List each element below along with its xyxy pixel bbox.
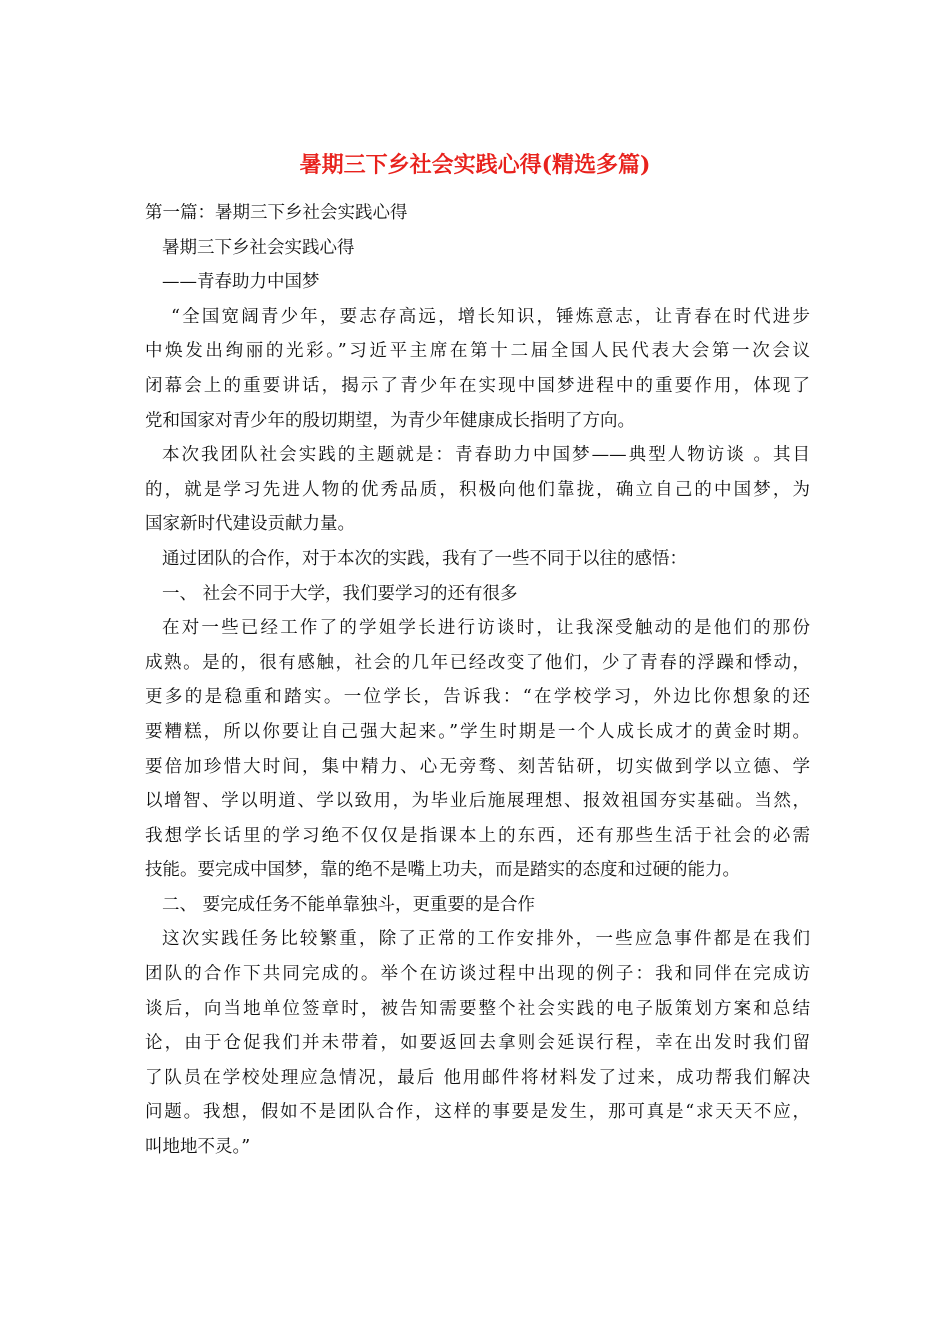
text-line: 在对一些已经工作了的学姐学长进行访谈时，让我深受触动的是他们的那份 [162,618,810,639]
text-line: 的，就是学习先进人物的优秀品质，积极向他们靠拢，确立自己的中国梦，为 [145,479,810,500]
text-line: 一、 社会不同于大学，我们要学习的还有很多 [162,583,518,604]
document-body [145,196,810,1165]
text-line: 要糟糕，所以你要让自己强大起来。”学生时期是一个人成长成才的黄金时期。 [145,721,810,742]
text-line: “全国宽阔青少年，要志存高远，增长知识，锤炼意志，让青春在时代进步 [171,306,810,327]
text-line: 通过团队的合作，对于本次的实践，我有了一些不同于以往的感悟： [162,548,687,569]
text-line: 问题。我想，假如不是团队合作，这样的事要是发生，那可真是“求天天不应， [145,1102,810,1123]
text-line: 更多的是稳重和踏实。一位学长，告诉我：“在学校学习，外边比你想象的还 [145,687,810,708]
text-line: 党和国家对青少年的殷切期望，为青少年健康成长指明了方向。 [145,410,635,431]
text-line: 技能。要完成中国梦，靠的绝不是嘴上功夫，而是踏实的态度和过硬的能力。 [145,860,740,881]
text-line: 谈后，向当地单位签章时，被告知需要整个社会实践的电子版策划方案和总结 [145,998,810,1019]
text-line: 第一篇：暑期三下乡社会实践心得 [145,203,408,223]
document-title: 暑期三下乡社会实践心得(精选多篇) [299,152,651,178]
text-line: 我想学长话里的学习绝不仅仅是指课本上的东西，还有那些生活于社会的必需 [145,825,810,846]
text-line: 暑期三下乡社会实践心得 [162,237,355,258]
text-line: ——青春助力中国梦 [162,272,320,293]
text-line: 二、 要完成任务不能单靠独斗，更重要的是合作 [162,894,536,915]
text-line: 成熟。是的，很有感触，社会的几年已经改变了他们，少了青春的浮躁和悸动， [145,652,810,673]
text-line: 论，由于仓促我们并未带着，如要返回去拿则会延误行程，幸在出发时我们留 [145,1033,810,1054]
text-line: 了队员在学校处理应急情况，最后 他用邮件将材料发了过来，成功帮我们解决 [145,1067,810,1088]
text-line: 以增智、学以明道、学以致用，为毕业后施展理想、报效祖国夯实基础。当然， [145,791,810,812]
text-line: 本次我团队社会实践的主题就是：青春助力中国梦——典型人物访谈 。其目 [162,445,810,466]
text-line: 闭幕会上的重要讲话，揭示了青少年在实现中国梦进程中的重要作用，体现了 [145,375,810,396]
text-line: 叫地地不灵。” [145,1137,251,1158]
text-line: 国家新时代建设贡献力量。 [145,514,355,535]
text-line: 团队的合作下共同完成的。举个在访谈过程中出现的例子：我和同伴在完成访 [145,964,810,985]
text-line: 中焕发出绚丽的光彩。”习近平主席在第十二届全国人民代表大会第一次会议 [145,341,810,362]
text-line: 这次实践任务比较繁重，除了正常的工作安排外，一些应急事件都是在我们 [162,929,810,950]
text-line: 要倍加珍惜大时间，集中精力、心无旁骛、刻苦钻研，切实做到学以立德、学 [145,756,810,777]
